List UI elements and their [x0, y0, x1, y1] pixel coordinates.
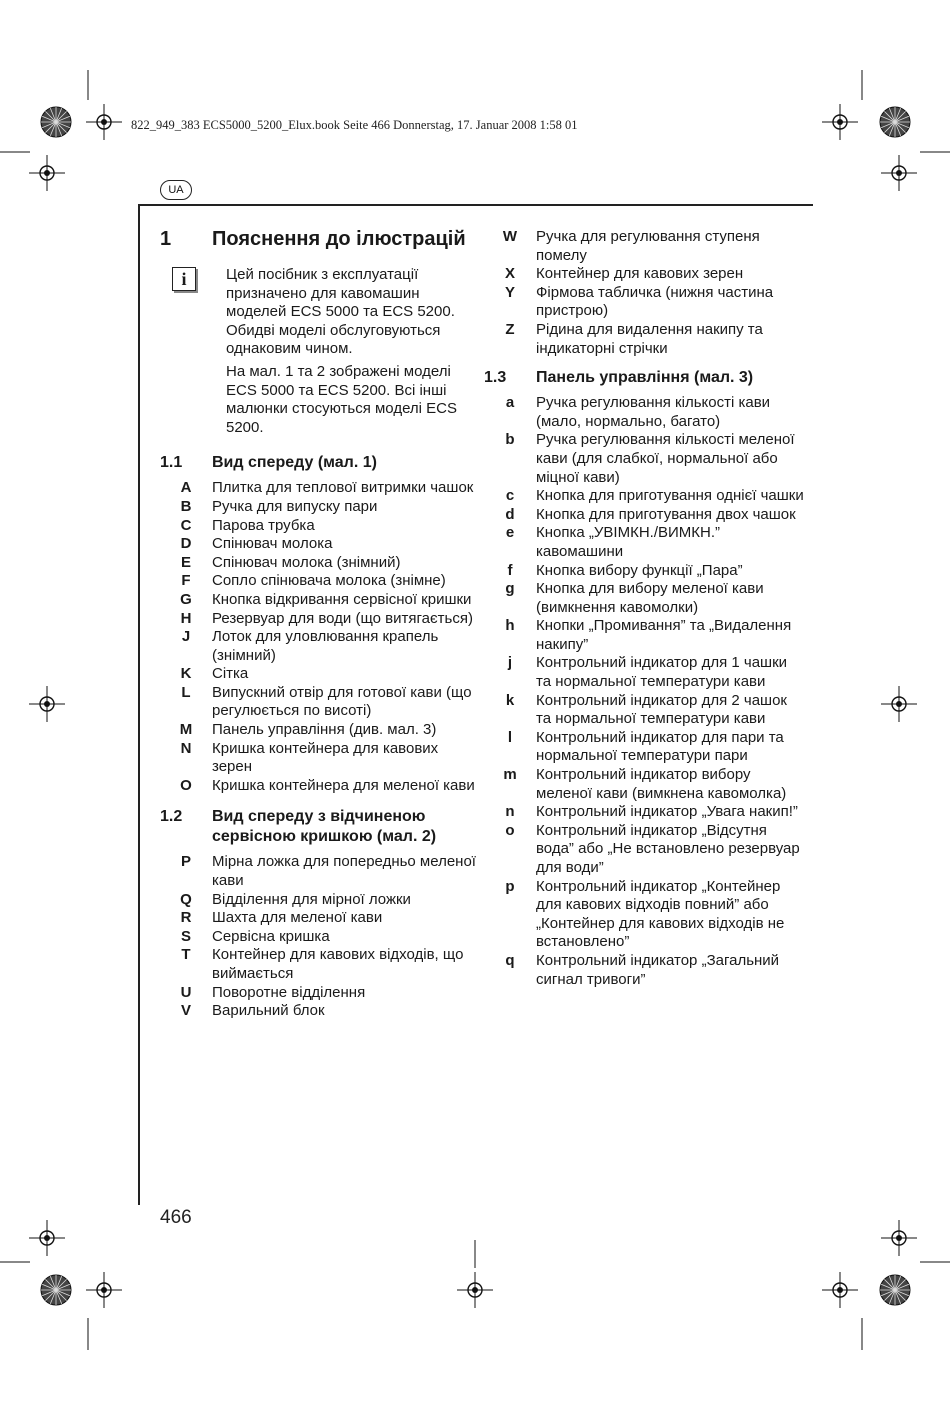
section-title: Вид спереду (мал. 1) [212, 454, 377, 472]
legend-key: J [181, 628, 191, 646]
legend-text: Контрольний індикатор вибору меленої кави (вимкнена кавомолка) [536, 766, 787, 802]
legend-key: L [181, 683, 191, 701]
legend-text: Спінювач молока [212, 535, 333, 553]
legend-key: o [505, 821, 515, 839]
legend-text: Кнопка для приготування однієї чашки [536, 487, 804, 505]
legend-text: Кришка контейнера для меленої кави [212, 776, 475, 794]
legend-item [484, 952, 804, 989]
section-1-3-heading [484, 368, 804, 388]
legend-text: Кнопки „Промивання” та „Видалення накипу” [536, 617, 792, 653]
legend-text: Рідина для видалення накипу та індикаторні стрічки [536, 320, 763, 357]
legend-text: Кнопка вибору функції „Пара” [536, 561, 743, 579]
legend-item [160, 535, 480, 554]
left-column [160, 226, 480, 1021]
legend-item [160, 554, 480, 573]
legend-text: Контрольний індикатор для 1 чашки та нормальної температури кави [536, 654, 788, 691]
legend-key: V [180, 1002, 191, 1020]
legend-item [484, 654, 804, 691]
legend-text: Контрольний індикатор „Загальний сигнал тривоги” [536, 951, 780, 988]
legend-item [484, 265, 804, 284]
legend-key: n [505, 803, 515, 821]
info-note [160, 266, 480, 441]
legend-text: Спінювач молока (знімний) [212, 553, 401, 571]
legend-key: Y [504, 283, 515, 301]
legend-item [484, 580, 804, 617]
legend-text: Фірмова табличка (нижня частина пристрою) [536, 283, 774, 320]
legend-key: X [504, 265, 515, 283]
legend-item [160, 721, 480, 740]
legend-text: Парова трубка [212, 516, 315, 534]
legend-key: e [505, 524, 515, 542]
legend-item [160, 891, 480, 910]
legend-text: Ручка регулювання кількості кави (мало, нормально, багато) [536, 394, 771, 430]
legend-text: Плитка для теплової витримки чашок [212, 479, 474, 497]
legend-text: Контрольний індикатор для 2 чашок та нормальної температури кави [536, 691, 787, 728]
legend-text: Ручка для випуску пари [212, 497, 378, 515]
legend-item [160, 572, 480, 591]
legend-text: Кнопка відкривання сервісної кришки [212, 590, 472, 608]
legend-key: U [180, 983, 192, 1001]
legend-item [484, 284, 804, 321]
legend-key: H [180, 609, 192, 627]
legend-item [484, 394, 804, 431]
legend-item [160, 479, 480, 498]
legend-key: f [507, 561, 513, 579]
left-rule [138, 205, 140, 1205]
legend-list-front-view [160, 479, 480, 795]
legend-item [160, 777, 480, 796]
legend-text: Поворотне відділення [212, 983, 366, 1001]
legend-text: Панель управління (див. мал. 3) [212, 721, 437, 739]
note-paragraph-2: На мал. 1 та 2 зображені моделі ECS 5000 та ECS 5200. Всі інші малюнки стосуються моделі ECS 5200. [226, 362, 458, 436]
section-1-heading [160, 226, 480, 252]
legend-text: Контрольний індикатор для пари та нормальної температури пари [536, 728, 784, 765]
section-number: 1 [160, 228, 172, 250]
legend-key: W [502, 228, 518, 245]
legend-item [160, 628, 480, 665]
legend-text: Відділення для мірної ложки [212, 890, 411, 908]
legend-key: q [505, 951, 515, 969]
legend-text: Ручка для регулювання ступеня помелу [536, 228, 760, 264]
top-rule [138, 204, 813, 206]
legend-key: d [505, 505, 515, 523]
legend-key: A [180, 479, 192, 497]
legend-text: Мірна ложка для попередньо меленої кави [212, 853, 476, 890]
note-paragraph-1: Цей посібник з експлуатації призначено для кавомашин моделей ECS 5000 та ECS 5200. Обидві моделі обслуговуються однаковим чином. [226, 266, 455, 358]
legend-key: K [180, 665, 192, 683]
legend-item [160, 610, 480, 629]
legend-text: Кнопка для приготування двох чашок [536, 505, 796, 523]
legend-text: Резервуар для води (що витягається) [212, 609, 473, 627]
legend-text: Сервісна кришка [212, 927, 330, 945]
legend-item [160, 684, 480, 721]
legend-key: j [507, 654, 513, 672]
info-icon: i [172, 267, 196, 291]
legend-text: Контрольний індикатор „Відсутня вода” або „Не встановлено резервуар для води” [536, 821, 800, 876]
page-number: 466 [160, 1207, 192, 1228]
section-number: 1.1 [160, 454, 183, 472]
legend-key: g [505, 580, 515, 598]
legend-key: C [180, 516, 192, 534]
legend-key: O [180, 776, 192, 794]
section-title: Вид спереду з відчиненою сервісною кришкою (мал. 2) [212, 808, 437, 846]
legend-item [160, 665, 480, 684]
legend-list-control-panel [484, 394, 804, 989]
legend-item [484, 321, 804, 358]
legend-key: P [180, 853, 191, 871]
legend-item [160, 517, 480, 536]
legend-text: Контейнер для кавових відходів, що виймається [212, 946, 464, 982]
legend-item [160, 1002, 480, 1021]
legend-key: a [505, 394, 515, 412]
legend-item [484, 562, 804, 581]
legend-key: l [507, 728, 513, 746]
legend-key: N [180, 739, 192, 757]
legend-item [484, 803, 804, 822]
legend-item [484, 822, 804, 878]
legend-item [160, 853, 480, 890]
legend-key: S [180, 927, 191, 945]
legend-item [484, 878, 804, 952]
legend-item [484, 228, 804, 265]
legend-text: Кришка контейнера для кавових зерен [212, 739, 439, 776]
legend-text: Кнопка для вибору меленої кави (вимкнення кавомолки) [536, 580, 764, 616]
legend-text: Контейнер для кавових зерен [536, 265, 744, 283]
legend-text: Шахта для меленої кави [212, 909, 383, 927]
legend-text: Контрольний індикатор „Контейнер для кавових відходів повний” або „Контейнер для кавових відходів не встановлено” [536, 877, 785, 951]
legend-text: Випускний отвір для готової кави (що регулюється по висоті) [212, 683, 472, 720]
legend-key: c [505, 487, 515, 505]
legend-item [160, 498, 480, 517]
legend-key: Q [180, 890, 192, 908]
legend-key: M [179, 721, 193, 739]
right-column [484, 226, 804, 989]
legend-item [484, 766, 804, 803]
legend-key: p [505, 877, 515, 895]
legend-item [484, 431, 804, 487]
legend-key: G [180, 590, 192, 608]
legend-item [160, 946, 480, 983]
legend-item [160, 928, 480, 947]
legend-key: Z [505, 320, 515, 338]
legend-key: E [180, 553, 191, 571]
legend-item [484, 729, 804, 766]
legend-item [484, 617, 804, 654]
legend-item [160, 984, 480, 1003]
legend-item [160, 909, 480, 928]
section-number: 1.3 [484, 369, 507, 387]
legend-text: Кнопка „УВІМКН./ВИМКН.” кавомашини [536, 524, 720, 560]
legend-list-open-service-cover-continued [484, 228, 804, 358]
legend-key: h [505, 617, 515, 635]
legend-item [160, 591, 480, 610]
section-1-2-heading [160, 807, 480, 847]
section-1-1-heading [160, 453, 480, 473]
legend-item [160, 740, 480, 777]
legend-text: Сітка [212, 665, 249, 683]
print-file-header: 822_949_383 ECS5000_5200_Elux.book Seite 466 Donnerstag, 17. Januar 2008 1:58 01 [131, 118, 578, 132]
legend-text: Контрольний індикатор „Увага накип!” [536, 803, 798, 821]
language-badge: UA [160, 180, 192, 200]
legend-text: Сопло спінювача молока (знімне) [212, 572, 446, 590]
legend-item [484, 692, 804, 729]
section-title: Пояснення до ілюстрацій [212, 228, 466, 250]
legend-key: k [505, 691, 515, 709]
legend-text: Ручка регулювання кількості меленої кави (для слабкої, нормальної або міцної кави) [536, 431, 795, 486]
legend-key: T [181, 946, 191, 964]
legend-key: b [505, 431, 515, 449]
section-number: 1.2 [160, 808, 183, 826]
legend-key: R [180, 909, 192, 927]
legend-text: Лоток для уловлювання крапель (знімний) [212, 628, 439, 664]
legend-key: D [180, 535, 192, 553]
legend-item [484, 524, 804, 561]
legend-text: Варильний блок [212, 1002, 325, 1020]
legend-item [484, 506, 804, 525]
section-title: Панель управління (мал. 3) [536, 369, 754, 387]
legend-key: B [180, 497, 192, 515]
legend-key: F [181, 572, 191, 590]
legend-list-open-service-cover [160, 853, 480, 1020]
legend-key: m [503, 766, 517, 784]
legend-item [484, 487, 804, 506]
